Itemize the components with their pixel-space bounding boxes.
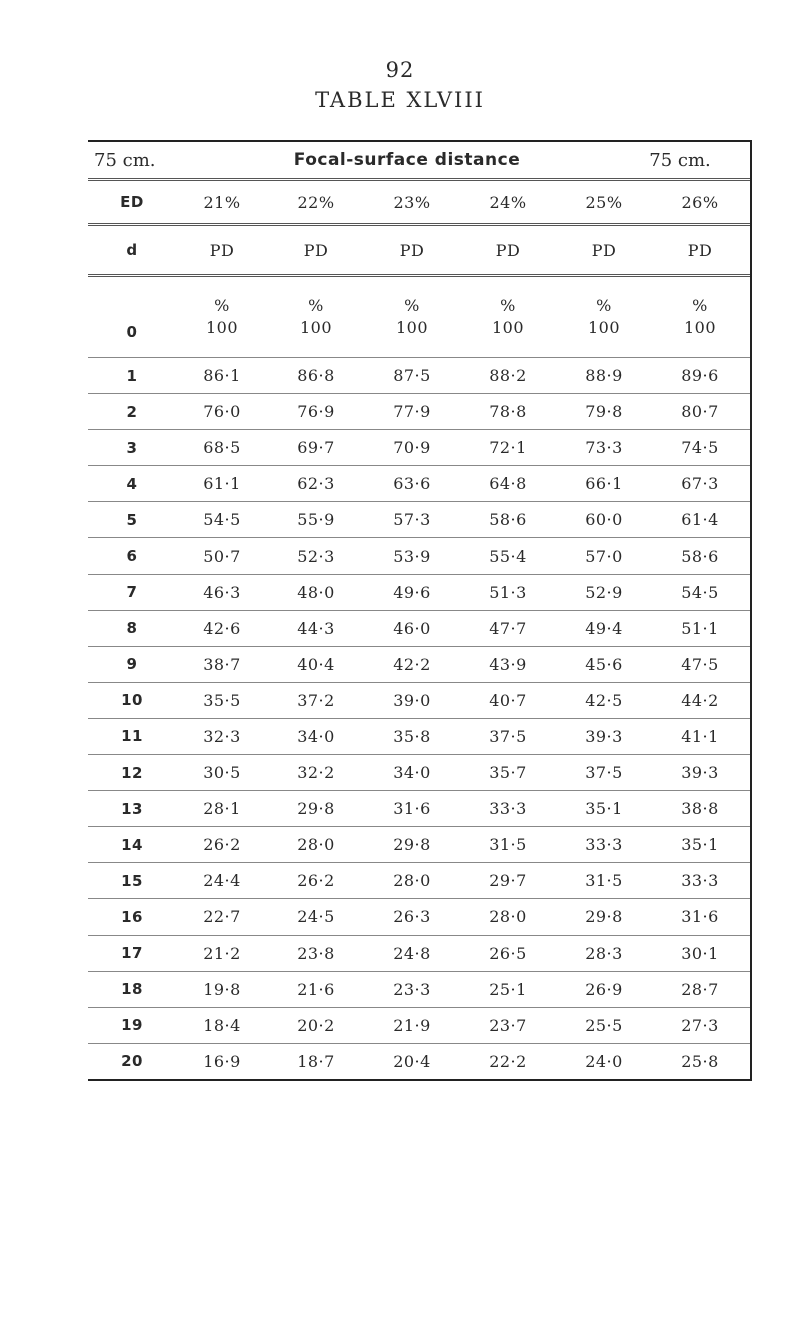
table-cell: 31·5 <box>585 871 623 891</box>
table-cell: 29·7 <box>489 871 527 891</box>
table-cell: 29·8 <box>393 835 431 855</box>
table-cell: 50·7 <box>203 546 241 566</box>
table-cell: 51·1 <box>681 618 719 638</box>
table-cell: 60·0 <box>585 510 623 530</box>
table-cell: 61·1 <box>203 474 241 494</box>
table-row <box>88 647 750 683</box>
table-cell: 39·3 <box>681 763 719 783</box>
row-depth-label: 13 <box>121 799 143 818</box>
table-cell: 78·8 <box>489 402 527 422</box>
row-depth-label: 16 <box>121 907 143 926</box>
row-depth-label: 1 <box>126 366 138 385</box>
table-cell: 80·7 <box>681 402 719 422</box>
row-depth-label: 4 <box>126 474 138 493</box>
table-cell: 54·5 <box>681 582 719 602</box>
table-cell: 37·5 <box>489 726 527 746</box>
row-depth-label: 11 <box>121 727 143 746</box>
table-cell: 29·8 <box>585 907 623 927</box>
table-cell: 87·5 <box>393 366 431 386</box>
table-cell: 25·5 <box>585 1015 623 1035</box>
table-row <box>88 611 750 647</box>
table-cell: 16·9 <box>203 1051 241 1071</box>
cell-value: 100 <box>205 318 239 337</box>
table-cell: 26·2 <box>203 835 241 855</box>
table-cell: 49·6 <box>393 582 431 602</box>
cell-value: 100 <box>299 318 333 337</box>
table-row <box>88 863 750 899</box>
table-cell: 40·4 <box>297 654 335 674</box>
zero-depth-row <box>88 277 750 358</box>
percent-unit: % <box>404 296 420 315</box>
table-cell: 79·8 <box>585 402 623 422</box>
table-cell: 33·3 <box>681 871 719 891</box>
table-cell: 34·0 <box>297 726 335 746</box>
table-cell: 57·0 <box>585 546 623 566</box>
table-cell: 35·8 <box>393 726 431 746</box>
table-cell: 55·4 <box>489 546 527 566</box>
table-row <box>88 755 750 791</box>
table-cell: 52·3 <box>297 546 335 566</box>
table-row <box>88 683 750 719</box>
pd-column-header: PD <box>209 240 235 260</box>
table-cell: 23·7 <box>489 1015 527 1035</box>
table-cell: 58·6 <box>489 510 527 530</box>
table-caption-row <box>88 142 750 181</box>
table-cell: 22·7 <box>203 907 241 927</box>
table-cell: 35·5 <box>203 690 241 710</box>
table-title: TABLE XLVIII <box>315 88 485 112</box>
table-cell: 46·3 <box>203 582 241 602</box>
pd-column-header: PD <box>591 240 617 260</box>
pd-column-header: PD <box>399 240 425 260</box>
table-cell <box>364 295 460 339</box>
table-cell: 39·3 <box>585 726 623 746</box>
table-cell: 35·1 <box>681 835 719 855</box>
table-row <box>88 575 750 611</box>
table-cell: 88·9 <box>585 366 623 386</box>
table-cell: 31·5 <box>489 835 527 855</box>
table-cell: 33·3 <box>585 835 623 855</box>
table-cell: 25·8 <box>681 1051 719 1071</box>
row-depth-label: 10 <box>121 691 143 710</box>
table-cell: 62·3 <box>297 474 335 494</box>
table-cell: 28·1 <box>203 799 241 819</box>
table-row <box>88 972 750 1008</box>
cell-value: 100 <box>587 318 621 337</box>
pd-column-header: PD <box>687 240 713 260</box>
table-cell: 27·3 <box>681 1015 719 1035</box>
row-depth-label: 18 <box>121 980 143 999</box>
table-cell: 35·7 <box>489 763 527 783</box>
table-cell: 86·1 <box>203 366 241 386</box>
table-cell: 20·2 <box>297 1015 335 1035</box>
table-cell: 64·8 <box>489 474 527 494</box>
table-cell: 58·6 <box>681 546 719 566</box>
table-cell: 73·3 <box>585 438 623 458</box>
row-depth-label: 15 <box>121 871 143 890</box>
table-cell: 63·6 <box>393 474 431 494</box>
table-cell: 34·0 <box>393 763 431 783</box>
row-depth-label: 9 <box>126 655 138 674</box>
table-cell: 47·5 <box>681 654 719 674</box>
percent-unit: % <box>308 296 324 315</box>
caption-left: 75 cm. <box>94 149 156 171</box>
row-depth-label: 5 <box>126 510 138 529</box>
table-cell: 38·8 <box>681 799 719 819</box>
table-cell: 43·9 <box>489 654 527 674</box>
row-depth-label: 14 <box>121 835 143 854</box>
table-cell: 20·4 <box>393 1051 431 1071</box>
table-cell: 26·3 <box>393 907 431 927</box>
table-cell: 31·6 <box>681 907 719 927</box>
table-cell: 21·2 <box>203 943 241 963</box>
cell-value: 100 <box>395 318 429 337</box>
table-cell: 69·7 <box>297 438 335 458</box>
row-depth-label: 6 <box>126 547 138 566</box>
table-row <box>88 1044 750 1079</box>
table-cell: 49·4 <box>585 618 623 638</box>
table-row <box>88 466 750 502</box>
table-cell: 44·3 <box>297 618 335 638</box>
table-cell: 28·3 <box>585 943 623 963</box>
caption-right: 75 cm. <box>649 149 711 171</box>
table-cell <box>652 295 748 339</box>
table-cell: 68·5 <box>203 438 241 458</box>
table-cell: 32·3 <box>203 726 241 746</box>
row-depth-label: 2 <box>126 402 138 421</box>
table-cell: 35·1 <box>585 799 623 819</box>
table-cell: 48·0 <box>297 582 335 602</box>
table-body <box>88 358 750 1079</box>
ed-column-header: 23% <box>393 192 431 212</box>
table-cell: 42·2 <box>393 654 431 674</box>
ed-column-header: 22% <box>297 192 335 212</box>
row-depth-label: 19 <box>121 1016 143 1035</box>
table-cell <box>176 295 268 339</box>
table-cell: 89·6 <box>681 366 719 386</box>
table-cell: 45·6 <box>585 654 623 674</box>
table-cell: 55·9 <box>297 510 335 530</box>
table-cell: 30·1 <box>681 943 719 963</box>
row-depth-label: 0 <box>126 323 138 341</box>
table-cell: 22·2 <box>489 1051 527 1071</box>
table-cell: 70·9 <box>393 438 431 458</box>
table-cell: 30·5 <box>203 763 241 783</box>
table-cell: 53·9 <box>393 546 431 566</box>
table-cell: 18·4 <box>203 1015 241 1035</box>
table-cell: 37·5 <box>585 763 623 783</box>
table-cell: 19·8 <box>203 979 241 999</box>
table-cell: 28·0 <box>393 871 431 891</box>
percent-unit: % <box>692 296 708 315</box>
table-cell: 54·5 <box>203 510 241 530</box>
table-cell: 76·9 <box>297 402 335 422</box>
table-cell: 21·6 <box>297 979 335 999</box>
table-row <box>88 827 750 863</box>
table-row <box>88 899 750 935</box>
ed-column-header: 24% <box>489 192 527 212</box>
table-cell: 28·7 <box>681 979 719 999</box>
table-cell: 42·6 <box>203 618 241 638</box>
table-cell: 72·1 <box>489 438 527 458</box>
percent-unit: % <box>596 296 612 315</box>
table-cell <box>460 295 556 339</box>
table-cell: 24·0 <box>585 1051 623 1071</box>
table-cell: 26·5 <box>489 943 527 963</box>
table-cell: 40·7 <box>489 690 527 710</box>
table-cell: 86·8 <box>297 366 335 386</box>
percent-unit: % <box>500 296 516 315</box>
table-row <box>88 719 750 755</box>
table-cell: 46·0 <box>393 618 431 638</box>
caption-center: Focal-surface distance <box>293 150 521 170</box>
pd-column-header: PD <box>303 240 329 260</box>
table-row <box>88 502 750 538</box>
row-depth-label: 12 <box>121 763 143 782</box>
table-cell: 42·5 <box>585 690 623 710</box>
table-cell: 47·7 <box>489 618 527 638</box>
table-row <box>88 791 750 827</box>
table-cell: 18·7 <box>297 1051 335 1071</box>
table-cell: 21·9 <box>393 1015 431 1035</box>
ed-header-row <box>88 181 750 226</box>
table-cell: 28·0 <box>297 835 335 855</box>
pd-column-header: PD <box>495 240 521 260</box>
table-cell <box>556 295 652 339</box>
table-cell <box>268 295 364 339</box>
ed-column-header: 25% <box>585 192 623 212</box>
row-depth-label: 8 <box>126 619 138 638</box>
table-row <box>88 430 750 466</box>
table-cell: 23·8 <box>297 943 335 963</box>
table-cell: 24·8 <box>393 943 431 963</box>
table-cell: 38·7 <box>203 654 241 674</box>
pd-header-row <box>88 226 750 277</box>
table-cell: 28·0 <box>489 907 527 927</box>
table-cell: 23·3 <box>393 979 431 999</box>
ed-label: ED <box>120 193 144 211</box>
table-cell: 26·2 <box>297 871 335 891</box>
table-cell: 25·1 <box>489 979 527 999</box>
table-row <box>88 358 750 394</box>
percent-unit: % <box>214 296 230 315</box>
table-cell: 24·5 <box>297 907 335 927</box>
table-cell: 76·0 <box>203 402 241 422</box>
data-table <box>88 140 752 1081</box>
table-cell: 37·2 <box>297 690 335 710</box>
table-cell: 26·9 <box>585 979 623 999</box>
table-cell: 32·2 <box>297 763 335 783</box>
table-row <box>88 538 750 574</box>
table-cell: 24·4 <box>203 871 241 891</box>
table-cell: 29·8 <box>297 799 335 819</box>
row-depth-label: 17 <box>121 944 143 963</box>
table-cell: 74·5 <box>681 438 719 458</box>
table-row <box>88 394 750 430</box>
table-cell: 39·0 <box>393 690 431 710</box>
table-cell: 77·9 <box>393 402 431 422</box>
table-cell: 51·3 <box>489 582 527 602</box>
row-depth-label: 3 <box>126 438 138 457</box>
table-cell: 31·6 <box>393 799 431 819</box>
table-cell: 41·1 <box>681 726 719 746</box>
table-row <box>88 1008 750 1044</box>
table-cell: 33·3 <box>489 799 527 819</box>
table-cell: 66·1 <box>585 474 623 494</box>
table-cell: 88·2 <box>489 366 527 386</box>
ed-column-header: 21% <box>203 192 241 212</box>
row-depth-label: 7 <box>126 583 138 602</box>
row-depth-label: 20 <box>121 1052 143 1071</box>
table-cell: 57·3 <box>393 510 431 530</box>
page-number: 92 <box>385 58 415 82</box>
table-row <box>88 936 750 972</box>
table-cell: 61·4 <box>681 510 719 530</box>
cell-value: 100 <box>491 318 525 337</box>
table-cell: 67·3 <box>681 474 719 494</box>
cell-value: 100 <box>683 318 717 337</box>
ed-column-header: 26% <box>681 192 719 212</box>
table-cell: 44·2 <box>681 690 719 710</box>
d-label: d <box>126 241 138 259</box>
table-cell: 52·9 <box>585 582 623 602</box>
